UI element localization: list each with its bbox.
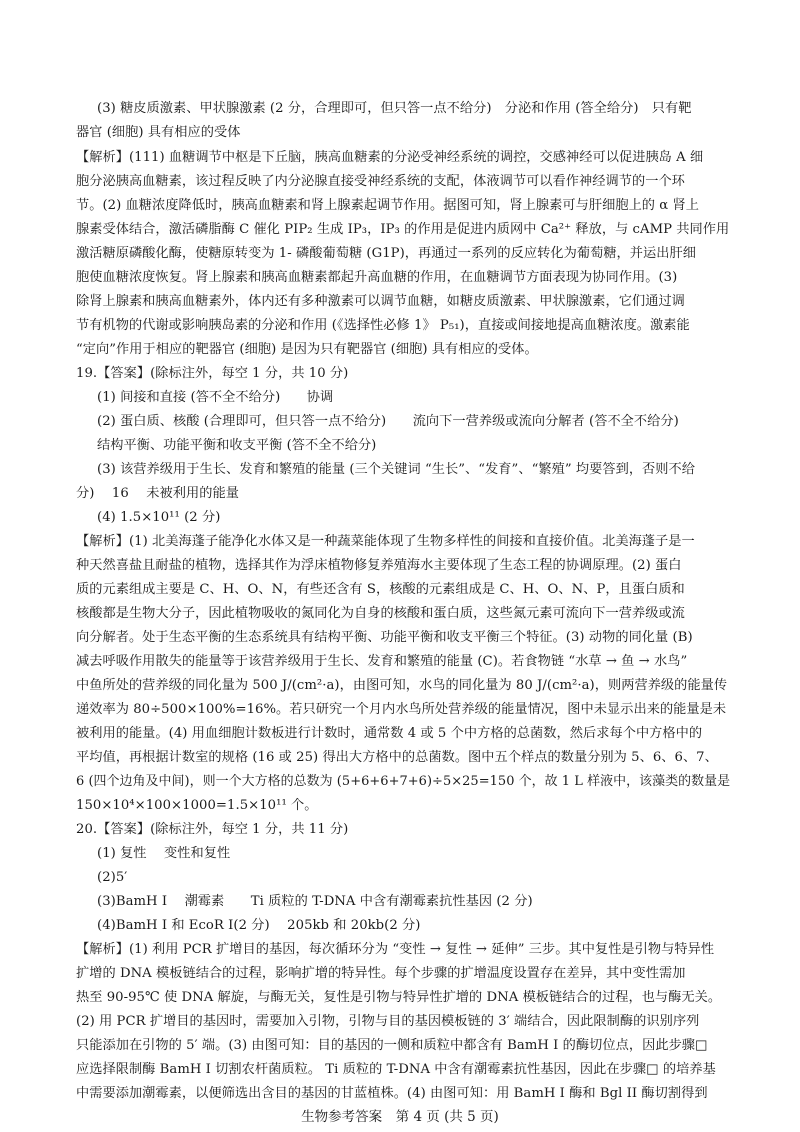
q19-explanation-line: 递效率为 80÷500×100%=16%。若只研究一个月内水鸟所处营养级的能量情况，图中未显示出来的能量是未 xyxy=(76,702,727,717)
q18-answer-3-cont: 器官 (细胞) 具有相应的受体 xyxy=(76,125,241,140)
q19-explanation-line: 6 (四个边角及中间)，则一个大方格的总数为 (5+6+6+7+6)÷5×25=150 个，故 1 L 样液中，该藻类的数量是 xyxy=(76,774,731,789)
q19-explanation-line: 核酸都是生物大分子，因此植物吸收的氮同化为自身的核酸和蛋白质，这些氮元素可流向下一营养级或流 xyxy=(76,606,685,621)
q20-answer-4: (4)BamH I 和 EcoR I(2 分) 205kb 和 20kb(2 分) xyxy=(97,918,421,933)
q20-answer-1: (1) 复性 变性和复性 xyxy=(97,846,231,861)
q19-explanation-line: 中鱼所处的营养级的同化量为 500 J/(cm²·a)，由图可知，水鸟的同化量为 80 J/(cm²·a)，则两营养级的能量传 xyxy=(76,678,728,693)
q18-explanation-line: 腺素受体结合，激活磷脂酶 C 催化 PIP₂ 生成 IP₃，IP₃ 的作用是促进内质网中 Ca²⁺ 释放，与 cAMP 共同作用 xyxy=(76,222,730,237)
q18-explanation-line: 【解析】(111) 血糖调节中枢是下丘脑，胰高血糖素的分泌受神经系统的调控，交感神经可以促进胰岛 A 细 xyxy=(76,150,704,165)
q19-answer-3: (3) 该营养级用于生长、发育和繁殖的能量 (三个关键词 “生长”、“发育”、“繁殖” 均要答到，否则不给 xyxy=(97,462,696,477)
q19-explanation-line: 【解析】(1) 北美海蓬子能净化水体又是一种蔬菜能体现了生物多样性的间接和直接价值。北美海蓬子是一 xyxy=(76,534,695,549)
q19-explanation-line: 减去呼吸作用散失的能量等于该营养级用于生长、发育和繁殖的能量 (C)。若食物链 “水草 → 鱼 → 水鸟” xyxy=(76,654,688,669)
q18-explanation-line: 胞分泌胰高血糖素，该过程反映了内分泌腺直接受神经系统的支配，体液调节可以看作神经调节的一个环 xyxy=(76,174,685,189)
q19-answer-4: (4) 1.5×10¹¹ (2 分) xyxy=(97,510,221,525)
q19-heading: 19.【答案】(除标注外，每空 1 分，共 10 分) xyxy=(76,366,349,381)
q18-explanation-line: 胞使血糖浓度恢复。肾上腺素和胰高血糖素都起升高血糖的作用，在血糖调节方面表现为协同作用。(3) xyxy=(76,270,678,285)
q18-explanation-line: 激活糖原磷酸化酶，使糖原转变为 1- 磷酸葡萄糖 (G1P)，再通过一系列的反应转化为葡萄糖，并运出肝细 xyxy=(76,246,696,261)
q20-explanation-line: 中需要添加潮霉素，以便筛选出含目的基因的甘蓝植株。(4) 由图可知：用 BamH I 酶和 Bgl II 酶切割得到 xyxy=(76,1086,708,1101)
q20-explanation-line: 热至 90-95℃ 使 DNA 解旋，与酶无关，复性是引物与特异性扩增的 DNA 模板链结合的过程，也与酶无关。 xyxy=(76,990,722,1005)
q19-explanation-line: 平均值，再根据计数室的规格 (16 或 25) 得出大方格中的总菌数。图中五个样点的数量分别为 5、6、6、7、 xyxy=(76,750,718,765)
q18-answer-3: (3) 糖皮质激素、甲状腺激素 (2 分，合理即可，但只答一点不给分) 分泌和作用 (答全给分) 只有靶 xyxy=(97,101,692,116)
q20-explanation-line: 扩增的 DNA 模板链结合的过程，影响扩增的特异性。每个步骤的扩增温度设置存在差异，其中变性需加 xyxy=(76,966,686,981)
q19-answer-1: (1) 间接和直接 (答不全不给分) 协调 xyxy=(97,390,334,405)
q19-answer-2: (2) 蛋白质、核酸 (合理即可，但只答一点不给分) 流向下一营养级或流向分解者 (答不全不给分) xyxy=(97,414,679,429)
q20-explanation-line: 应选择限制酶 BamH I 切割农杆菌质粒。 Ti 质粒的 T-DNA 中含有潮霉素抗性基因，因此在步骤□ 的培养基 xyxy=(76,1062,716,1077)
q19-explanation-line: 向分解者。处于生态平衡的生态系统具有结构平衡、功能平衡和收支平衡三个特征。(3) 动物的同化量 (B) xyxy=(76,630,693,645)
q19-explanation-line: 种天然喜盐且耐盐的植物，选择其作为浮床植物修复养殖海水主要体现了生态工程的协调原理。(2) 蛋白 xyxy=(76,558,682,573)
q19-explanation-line: 150×10⁴×100×1000=1.5×10¹¹ 个。 xyxy=(76,798,318,813)
q18-explanation-line: 节有机物的代谢或影响胰岛素的分泌和作用 (《选择性必修 1》 P₅₁)，直接或间接地提高血糖浓度。激素能 xyxy=(76,318,690,333)
q20-answer-3: (3)BamH I 潮霉素 Ti 质粒的 T-DNA 中含有潮霉素抗性基因 (2 分) xyxy=(97,894,533,909)
page-footer: 生物参考答案 第 4 页 (共 5 页) xyxy=(301,1109,499,1125)
q20-explanation-line: (2) 用 PCR 扩增目的基因时，需要加入引物，引物与目的基因模板链的 3′ 端结合，因此限制酶的识别序列 xyxy=(76,1014,700,1029)
q20-heading: 20.【答案】(除标注外，每空 1 分，共 11 分) xyxy=(76,822,349,837)
q19-explanation-line: 质的元素组成主要是 C、H、O、N，有些还含有 S，核酸的元素组成是 C、H、O、N、P，且蛋白质和 xyxy=(76,582,685,597)
q19-explanation-line: 被利用的能量。(4) 用血细胞计数板进行计数时，通常数 4 或 5 个中方格的总菌数，然后求每个中方格中的 xyxy=(76,726,703,741)
q18-explanation-line: “定向”作用于相应的靶器官 (细胞) 是因为只有靶器官 (细胞) 具有相应的受体。 xyxy=(76,342,538,357)
q20-explanation-line: 【解析】(1) 利用 PCR 扩增目的基因，每次循环分为 “变性 → 复性 → 延伸” 三步。其中复性是引物与特异性 xyxy=(76,942,715,957)
q19-answer-2-cont: 结构平衡、功能平衡和收支平衡 (答不全不给分) xyxy=(97,438,377,453)
q20-answer-2: (2)5′ xyxy=(97,870,128,885)
q19-answer-3-cont: 分) 16 未被利用的能量 xyxy=(76,486,239,501)
q20-explanation-line: 只能添加在引物的 5′ 端。(3) 由图可知：目的基因的一侧和质粒中都含有 BamH I 的酶切位点，因此步骤□ xyxy=(76,1038,708,1053)
q18-explanation-line: 节。(2) 血糖浓度降低时，胰高血糖素和肾上腺素起调节作用。据图可知，肾上腺素可与肝细胞上的 α 肾上 xyxy=(76,198,699,213)
q18-explanation-line: 除肾上腺素和胰高血糖素外，体内还有多种激素可以调节血糖，如糖皮质激素、甲状腺激素，它们通过调 xyxy=(76,294,685,309)
